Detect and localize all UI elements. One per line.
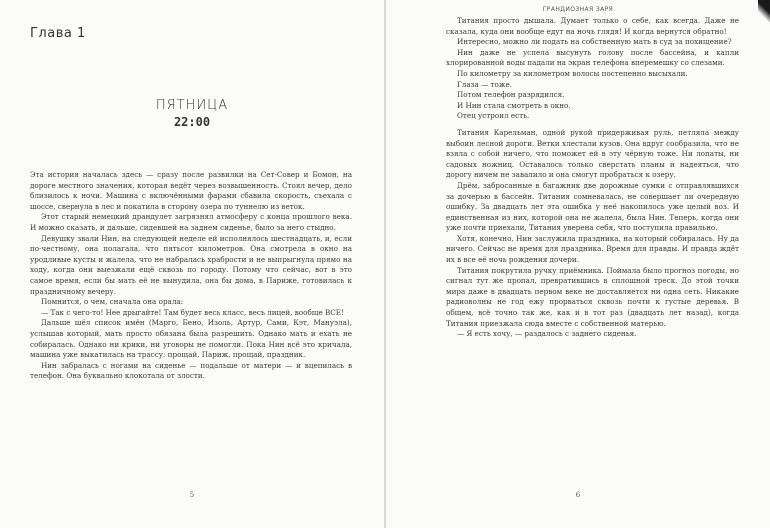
paragraph: Дальше шёл список имён (Марго, Бено, Изоль, Артур, Сами, Кэт, Мануэла), услышав который, мать просто обязана была разрешить. Однако мать и ехать не собиралась. Однако ни крики, ни уговоры не помогли. Пока Нин всё это кричала, машина уже выкатилась на трассу: прощай, Париж, прощай, праздник.	[30, 318, 352, 360]
page-number: 6	[575, 491, 581, 499]
line: Потом телефон разрядился.	[457, 90, 565, 100]
left-page	[0, 0, 384, 528]
paragraph: Титания покрутила ручку приёмника. Поймала было прогноз погоды, но сигнал тут же пропал, превратившись в сплошной треск. До этой точки мира даже в двадцать первом веке не доставляется ни одна сеть. Никакие радиоволны не год ежу прорваться сквозь почти к густые деревья. В общем, всё точно так же, как и в тот раз (двадцать лет назад), когда Титания приезжала сюда вместе с собственной матерью.	[446, 265, 739, 328]
line: Глаза — тоже.	[457, 79, 513, 89]
chapter-title: ПЯТНИЦА	[155, 98, 229, 113]
paragraph: Интересно, можно ли подать на собственную мать в суд за похищение?	[457, 37, 732, 47]
paragraph: Этот старый немецкий драндулет загрязнял атмосферу с конца прошлого века. И можно сказать, и дальше, сидевшей на заднем сиденье, было за него стыдно.	[30, 212, 352, 232]
line: И Нин стала смотреть в окно.	[457, 100, 571, 110]
paragraph: Девушку звали Нин, на следующей неделе ей исполнялось шестнадцать, и, если по-честному, она полагала, что пятьсот километров. Она смотрела в окно на уродливые кусты и жалела, что не набралась храбрости и не выпрыгнула прямо на ходу, когда они выезжали ещё сквозь по городу. Потому что сейчас, вот в это самое время, если бы мать её не вынудила, она бы дома, в Париже, готовилась к праздничному вечеру.	[30, 233, 352, 296]
paragraph: — Я есть хочу, — раздалось с заднего сиденья.	[457, 329, 637, 339]
paragraph: Эта история началась здесь — сразу после развилки на Сет-Совер и Бомон, на дороге местного значения, которая ведёт через возвышенность. Стоял вечер, дело близилось к ночи. Машина с включёнными фарами сбавила скорость, съехала с шоссе, свернула в лес и покатила в сторону озера по туннелю из веток.	[30, 170, 352, 211]
running-head: ГРАНДИОЗНАЯ ЗАРЯ	[542, 6, 614, 13]
chapter-label: Глава 1	[30, 26, 86, 41]
paragraph: Дрём, забросанные в багажник две дорожные сумки с отправлявшихся за дочерью в бассейн. Титания сомневалась, не совершает ли очередную ошибку. За двадцать лет эта ошибка у неё накопилось уже целый воз. И единственная из них, которой она не жалела, была Нин. Теперь, когда они уже почти приехали, Титания уверена себя, что поступила правильно.	[446, 180, 739, 233]
left-body-text	[30, 170, 352, 382]
paragraph: — Так с чего-то! Нее дрыгайте! Там будет весь класс, весь лицей, вообще ВСЕ!	[41, 307, 344, 317]
right-body-text	[446, 16, 739, 340]
right-page	[386, 0, 770, 528]
paragraph: Хотя, конечно, Нин заслужила праздника, на который собиралась. Ну да ничего. Сейчас не время для праздника. Время для правды. И правда ждёт их в все её ночь рождения дочери.	[446, 233, 739, 265]
line: По километру за километром волосы постепенно высыхали.	[457, 68, 688, 78]
paragraph: Титания Карельман, одной рукой придерживая руль, петляла между выбоин лесной дороги. Ветки хлестали кузов. Она вдруг сообразила, что не взяла с собой ничего, что поможет ей в эту чёрную тоже. Ни лопаты, ни садовых ножниц. Оставалось только сверстать планы и надеяться, что дорогу ничем не завалило и она смогут пробраться к озеру.	[446, 127, 739, 180]
chapter-time: 22:00	[173, 115, 211, 129]
paragraph: Нин даже не успела высунуть голову после бассейна, и капли хлорированной воды падали на экран телефона вперемешку со слезами.	[446, 47, 739, 68]
line: Отец устроил есть.	[457, 111, 530, 121]
paragraph: Титания просто дышала. Думает только о себе, как всегда. Даже не сказала, куда они вообще едут на ночь глядя! И когда вернутся обратно!	[446, 16, 739, 36]
page-number: 5	[189, 491, 195, 499]
page-corner-shadow	[758, 0, 770, 22]
paragraph: Помнится, о чем, сначала она орала:	[41, 297, 184, 307]
paragraph: Нин забралась с ногами на сиденье — подальше от матери — и вцепилась в телефон. Она буквально клокотала от злости.	[30, 360, 352, 381]
chapter-title-block	[0, 98, 384, 129]
